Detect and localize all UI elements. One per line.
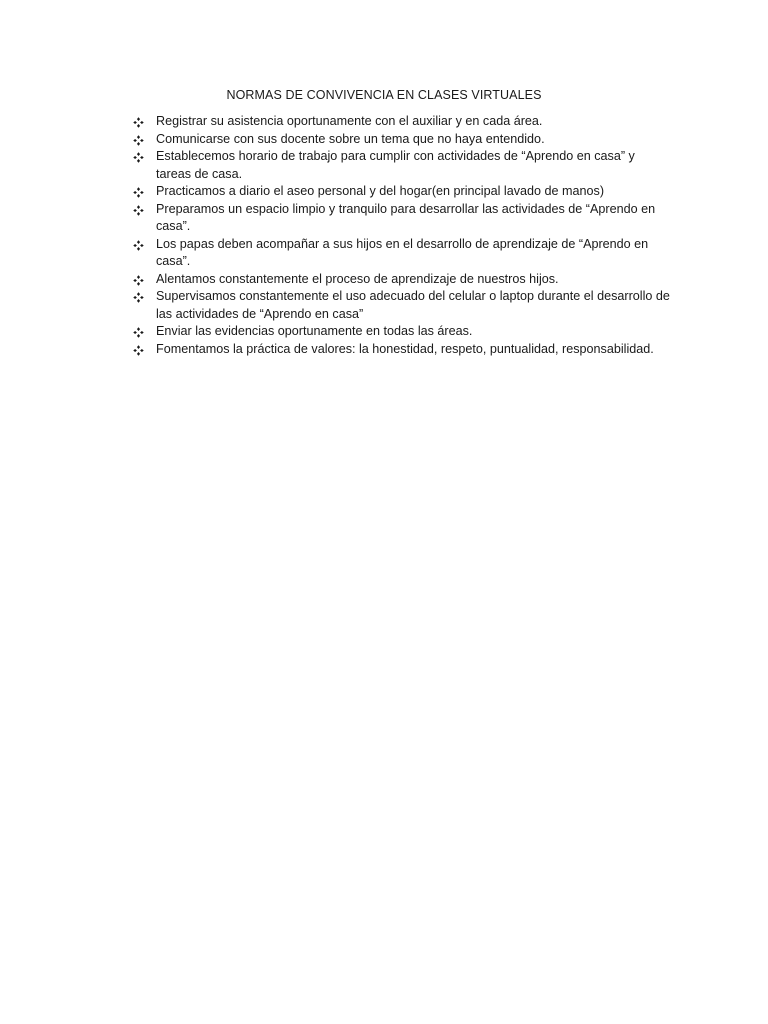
page-title: NORMAS DE CONVIVENCIA EN CLASES VIRTUALES [226, 88, 542, 102]
list-item [132, 201, 672, 236]
list-item-text: Fomentamos la práctica de valores: la honestidad, respeto, puntualidad, responsabilidad. [156, 341, 654, 356]
list-item-text: Supervisamos constantemente el uso adecuado del celular o laptop durante el desarrollo de las actividades de “Aprendo en casa” [156, 289, 670, 321]
four-diamond-bullet-icon [133, 205, 144, 216]
list-item-text: Los papas deben acompañar a sus hijos en el desarrollo de aprendizaje de “Aprendo en casa”. [156, 236, 649, 268]
list-item-text: Practicamos a diario el aseo personal y del hogar(en principal lavado de manos) [156, 184, 605, 198]
list-item-text: Comunicarse con sus docente sobre un tema que no haya entendido. [156, 131, 545, 146]
list-item [132, 148, 672, 183]
four-diamond-bullet-icon [133, 117, 144, 128]
four-diamond-bullet-icon [133, 240, 144, 251]
list-item [132, 183, 672, 201]
four-diamond-bullet-icon [133, 187, 144, 198]
four-diamond-bullet-icon [133, 327, 144, 338]
list-item [132, 341, 672, 359]
four-diamond-bullet-icon [133, 152, 144, 163]
list-item [132, 236, 672, 271]
four-diamond-bullet-icon [133, 275, 144, 286]
list-item [132, 113, 672, 131]
list-item-text: Preparamos un espacio limpio y tranquilo para desarrollar las actividades de “Aprendo en casa”. [156, 201, 656, 233]
list-item-text: Registrar su asistencia oportunamente con el auxiliar y en cada área. [156, 114, 543, 128]
list-item [132, 131, 672, 149]
list-item-text: Establecemos horario de trabajo para cumplir con actividades de “Aprendo en casa” y tareas de casa. [156, 149, 635, 181]
list-item [132, 288, 672, 323]
list-item-text: Alentamos constantemente el proceso de aprendizaje de nuestros hijos. [156, 271, 559, 286]
list-item [132, 271, 672, 289]
four-diamond-bullet-icon [133, 292, 144, 303]
four-diamond-bullet-icon [133, 345, 144, 356]
list-item [132, 323, 672, 341]
four-diamond-bullet-icon [133, 135, 144, 146]
list-item-text: Enviar las evidencias oportunamente en todas las áreas. [156, 324, 473, 338]
rules-list [132, 113, 672, 358]
